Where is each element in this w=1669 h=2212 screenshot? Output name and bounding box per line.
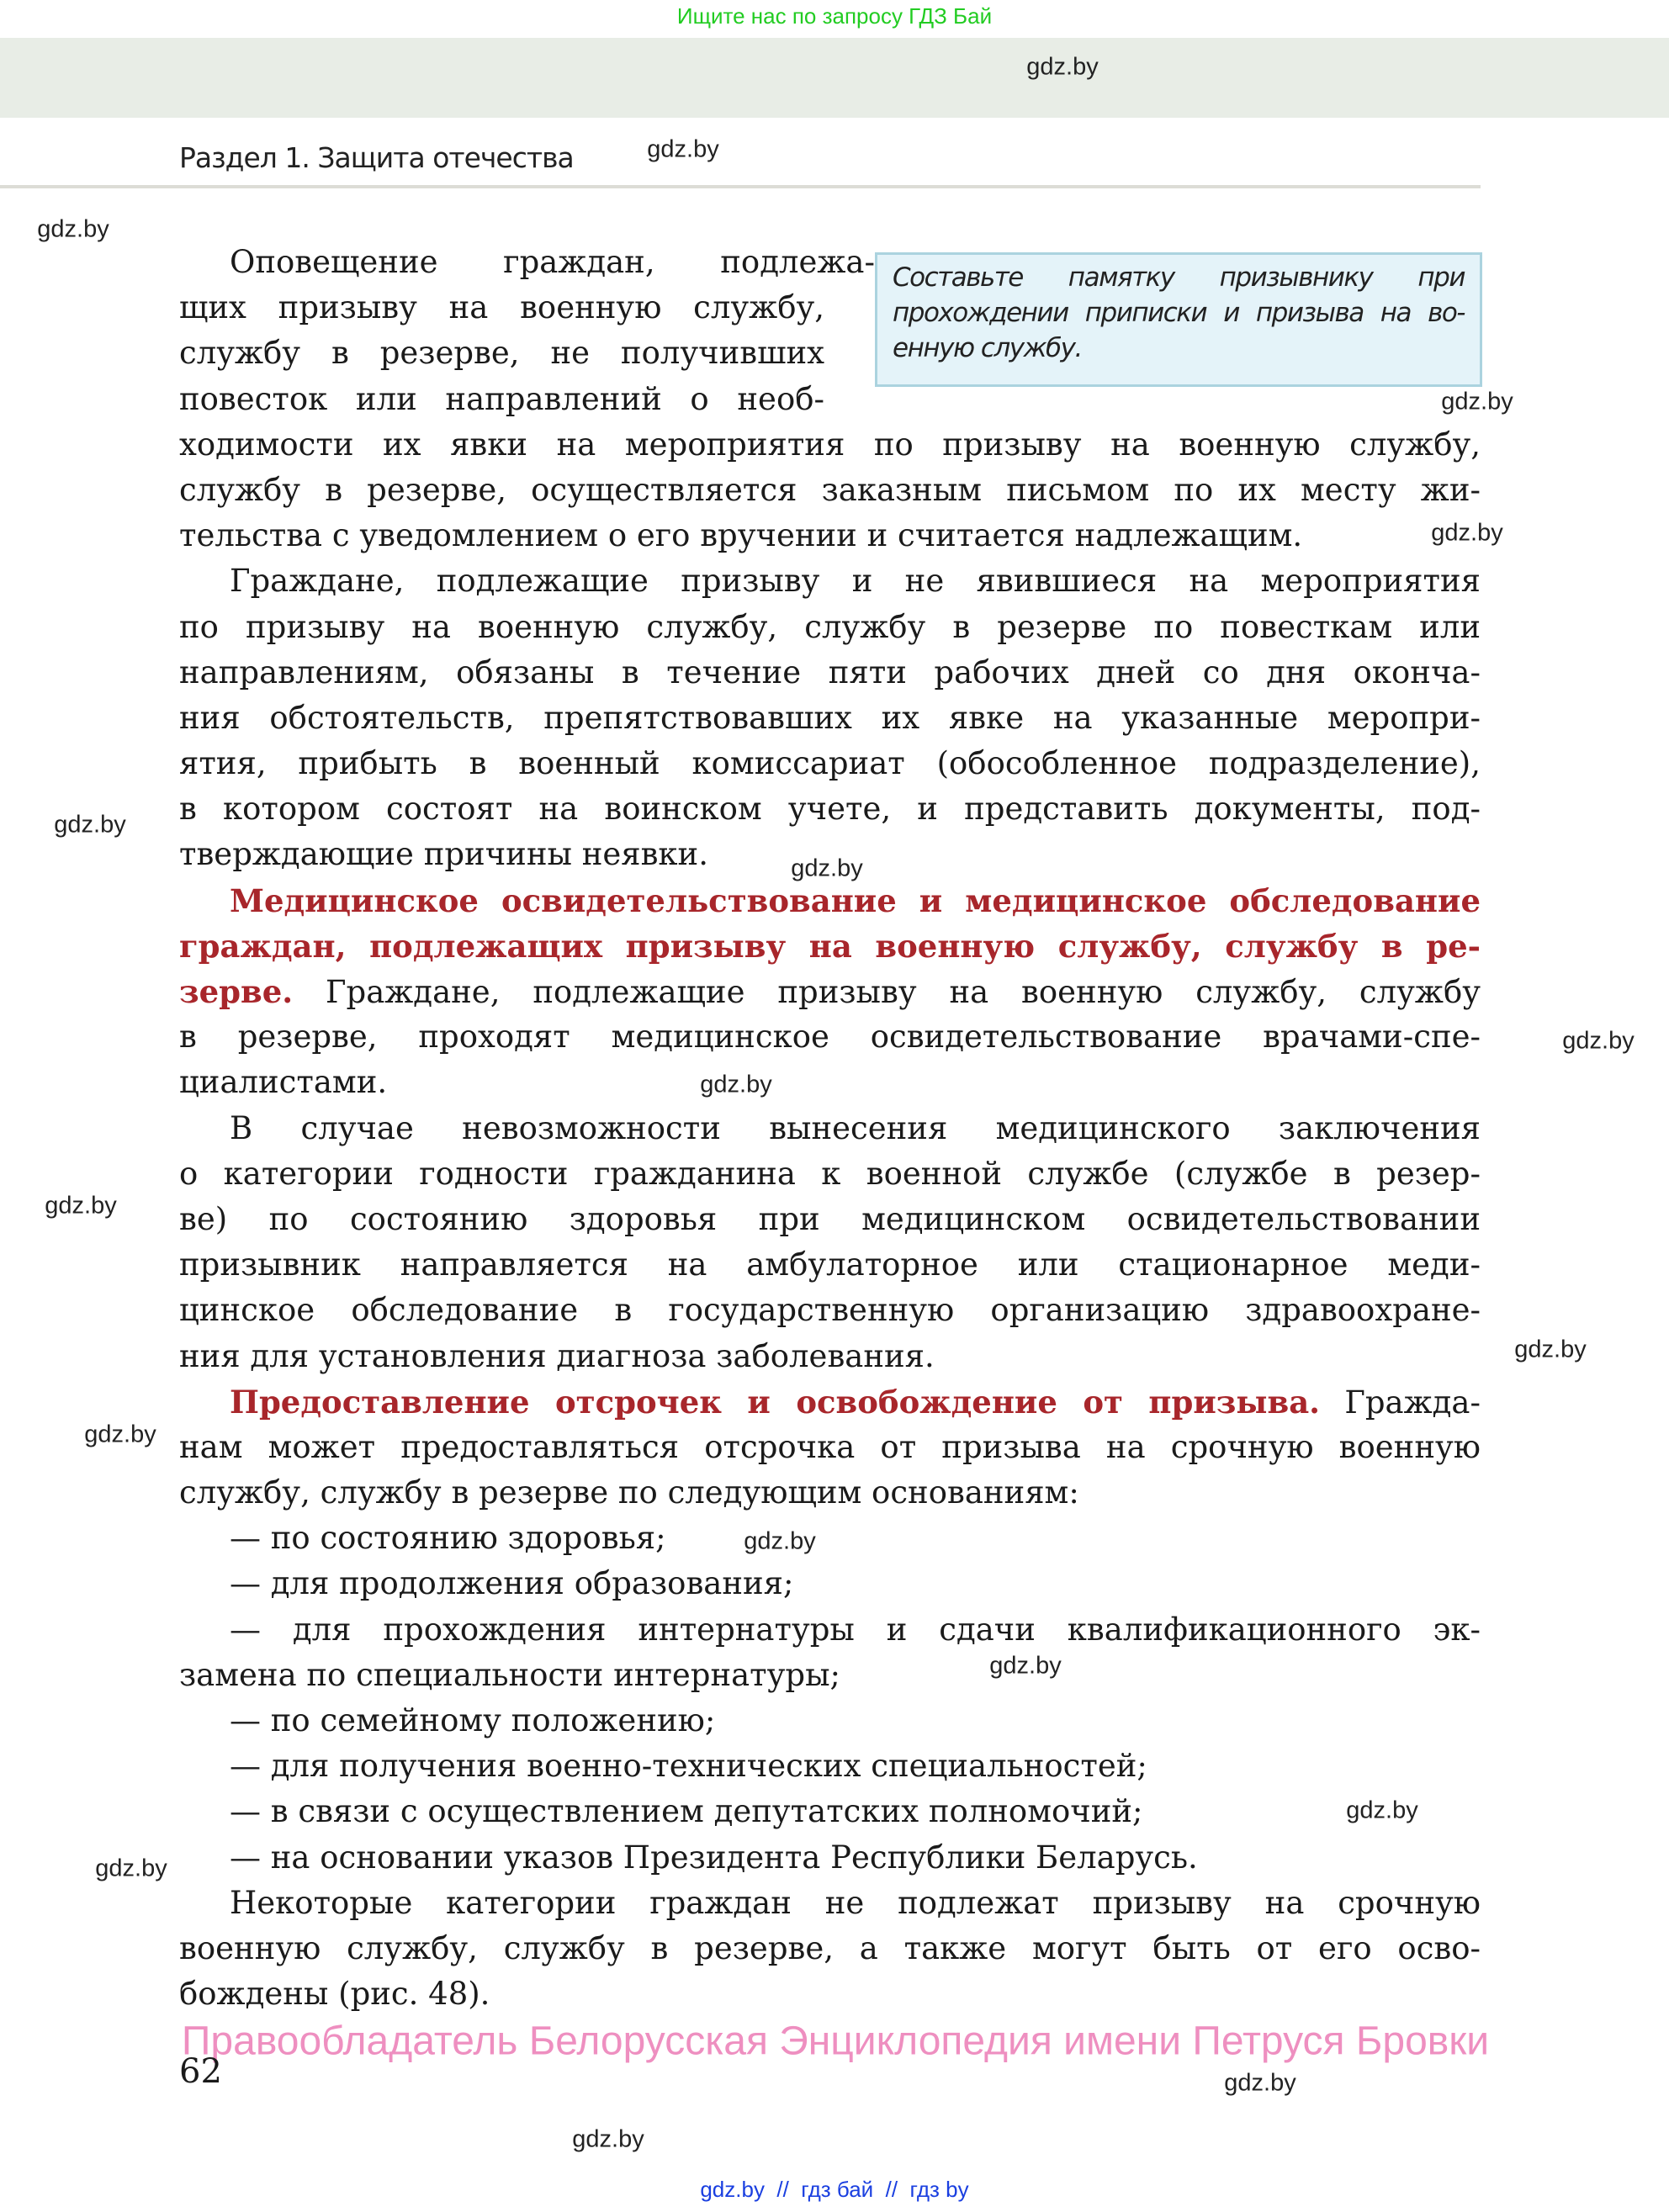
text-line bbox=[179, 1653, 1481, 1698]
header-divider bbox=[0, 185, 1481, 188]
body-text-span: о категории годности гражданина к военной службе (службе в резер- bbox=[179, 1155, 1481, 1192]
text-line bbox=[179, 1060, 1481, 1105]
text-line bbox=[179, 1926, 1481, 1971]
watermark: gdz.by bbox=[1514, 1336, 1587, 1363]
text-line bbox=[179, 1835, 1481, 1881]
text-line bbox=[179, 1425, 1481, 1470]
footer-links[interactable]: gdz.by // гдз бай // гдз by bbox=[700, 2177, 969, 2202]
body-text-span: В случае невозможности вынесения медицинского заключения bbox=[230, 1109, 1481, 1146]
body-text-span: щих призыву на военную службу, bbox=[179, 289, 824, 326]
body-text-span: цинское обследование в государственную организацию здравоохране- bbox=[179, 1292, 1481, 1329]
header-band bbox=[0, 38, 1669, 118]
copyright-notice: Правообладатель Белорусская Энциклопедия имени Петруся Бровки bbox=[181, 2019, 1490, 2064]
text-line bbox=[179, 1151, 1481, 1197]
body-text-span: — для прохождения интернатуры и сдачи квалификационного эк- bbox=[230, 1611, 1481, 1648]
text-line bbox=[179, 1516, 1481, 1561]
body-text-span: Оповещение граждан, подлежа- bbox=[230, 244, 875, 280]
body-text-span: тельства с уведомлением о его вручении и считается надлежащим. bbox=[179, 517, 1303, 554]
body-text-span: тверждающие причины неявки. bbox=[179, 836, 708, 873]
watermark: gdz.by bbox=[647, 135, 719, 163]
body-text-span: — по семейному положению; bbox=[230, 1702, 716, 1738]
text-line bbox=[179, 513, 1481, 558]
text-line bbox=[179, 1561, 1481, 1606]
watermark: gdz.by bbox=[744, 1527, 816, 1555]
text-line bbox=[179, 468, 1481, 513]
body-text-span: ятия, прибыть в военный комиссариат (обособленное подразделение), bbox=[179, 745, 1481, 782]
text-line bbox=[179, 331, 824, 376]
watermark: gdz.by bbox=[989, 1652, 1062, 1680]
text-line bbox=[179, 422, 1481, 468]
body-text-span: направлениям, обязаны в течение пяти рабочих дней со дня оконча- bbox=[179, 654, 1481, 691]
text-line bbox=[179, 1607, 1481, 1653]
text-line bbox=[179, 696, 1481, 741]
text-line bbox=[179, 1789, 1481, 1834]
text-line bbox=[179, 1014, 1481, 1060]
subheading-text: граждан, подлежащих призыву на военную службу, службу в ре- bbox=[179, 927, 1481, 965]
text-line bbox=[179, 285, 824, 331]
body-text-span: призывник направляется на амбулаторное или стационарное меди- bbox=[179, 1246, 1481, 1283]
watermark: gdz.by bbox=[54, 811, 126, 839]
body-text-span: Граждане, подлежащие призыву на военную службу, службу bbox=[293, 974, 1481, 1010]
body-text-span: замена по специальности интернатуры; bbox=[179, 1656, 841, 1693]
watermark: gdz.by bbox=[1441, 388, 1513, 415]
watermark: gdz.by bbox=[37, 215, 109, 243]
body-text-span: — для продолжения образования; bbox=[230, 1565, 794, 1602]
text-line bbox=[179, 650, 1481, 696]
text-line bbox=[179, 240, 875, 285]
text-line bbox=[179, 1698, 1481, 1744]
page-number: 62 bbox=[179, 2052, 222, 2091]
subheading-text: Медицинское освидетельствование и медицинское обследование bbox=[230, 881, 1481, 919]
watermark: gdz.by bbox=[84, 1421, 156, 1448]
text-line bbox=[179, 786, 1481, 832]
body-text-span: военную службу, службу в резерве, а также могут быть от его осво- bbox=[179, 1929, 1481, 1966]
text-line bbox=[179, 1106, 1481, 1151]
watermark: gdz.by bbox=[1431, 519, 1503, 547]
body-text-span: ходимости их явки на мероприятия по призыву на военную службу, bbox=[179, 426, 1481, 463]
top-banner: Ищите нас по запросу ГДЗ Бай bbox=[676, 3, 993, 29]
watermark: gdz.by bbox=[1224, 2069, 1296, 2097]
text-line bbox=[179, 1744, 1481, 1789]
body-text-span: бождены (рис. 48). bbox=[179, 1976, 490, 2013]
subheading-text: зерве. bbox=[179, 973, 294, 1010]
body-text-span: ния обстоятельств, препятствовавших их явке на указанные меропри- bbox=[179, 699, 1481, 736]
text-line bbox=[179, 1379, 1481, 1425]
watermark: gdz.by bbox=[1346, 1797, 1418, 1824]
body-text-span: ве) по состоянию здоровья при медицинском освидетельствовании bbox=[179, 1200, 1481, 1237]
note-line: енную службу. bbox=[893, 333, 1082, 363]
text-line bbox=[179, 1197, 1481, 1242]
body-text-span: повесток или направлений о необ- bbox=[179, 380, 824, 417]
watermark: gdz.by bbox=[1562, 1027, 1635, 1055]
text-line bbox=[179, 1242, 1481, 1288]
text-line bbox=[179, 878, 1481, 923]
text-line bbox=[179, 741, 1481, 786]
watermark: gdz.by bbox=[45, 1192, 117, 1220]
note-line: прохождении приписки и призыва на во- bbox=[893, 298, 1465, 328]
text-line bbox=[179, 377, 824, 422]
body-text-span: нам может предоставляться отсрочка от призыва на срочную военную bbox=[179, 1428, 1481, 1465]
body-text-span: ния для установления диагноза заболевания. bbox=[179, 1337, 935, 1374]
body-text-span: в котором состоят на воинском учете, и представить документы, под- bbox=[179, 791, 1481, 828]
body-text-span: службу в резерве, осуществляется заказным письмом по их месту жи- bbox=[179, 471, 1481, 508]
body-text-span: Граждане, подлежащие призыву и не явившиеся на мероприятия bbox=[230, 563, 1481, 600]
body-text-span: — по состоянию здоровья; bbox=[230, 1520, 666, 1557]
text-line bbox=[179, 1971, 1481, 2017]
body-text-span: циалистами. bbox=[179, 1064, 388, 1101]
body-text bbox=[179, 240, 1481, 2017]
body-text-span: Гражда- bbox=[1320, 1384, 1481, 1421]
text-line bbox=[179, 1881, 1481, 1926]
text-line bbox=[179, 969, 1481, 1014]
text-line bbox=[179, 1288, 1481, 1333]
body-text-span: — в связи с осуществлением депутатских полномочий; bbox=[230, 1793, 1143, 1830]
text-line bbox=[179, 558, 1481, 604]
body-text-span: в резерве, проходят медицинское освидетельствование врачами-спе- bbox=[179, 1019, 1481, 1056]
body-text-span: службу в резерве, не получивших bbox=[179, 335, 824, 372]
section-title: Раздел 1. Защита отечества bbox=[179, 141, 574, 174]
body-text-span: службу, службу в резерве по следующим основаниям: bbox=[179, 1474, 1079, 1511]
watermark: gdz.by bbox=[572, 2125, 644, 2153]
watermark: gdz.by bbox=[1026, 53, 1099, 81]
body-text-span: — на основании указов Президента Республики Беларусь. bbox=[230, 1839, 1198, 1876]
watermark: gdz.by bbox=[700, 1071, 772, 1098]
text-line bbox=[179, 605, 1481, 650]
note-line: Составьте памятку призывнику при bbox=[893, 262, 1465, 293]
watermark: gdz.by bbox=[95, 1855, 167, 1882]
watermark: gdz.by bbox=[791, 855, 863, 882]
text-line bbox=[179, 1470, 1481, 1516]
text-line bbox=[179, 923, 1481, 969]
body-text-span: Некоторые категории граждан не подлежат призыву на срочную bbox=[230, 1884, 1481, 1921]
body-text-span: по призыву на военную службу, службу в резерве по повесткам или bbox=[179, 608, 1481, 645]
text-line bbox=[179, 1334, 1481, 1379]
body-text-span: — для получения военно-технических специальностей; bbox=[230, 1748, 1147, 1785]
subheading-text: Предоставление отсрочек и освобождение от призыва. bbox=[230, 1383, 1321, 1421]
